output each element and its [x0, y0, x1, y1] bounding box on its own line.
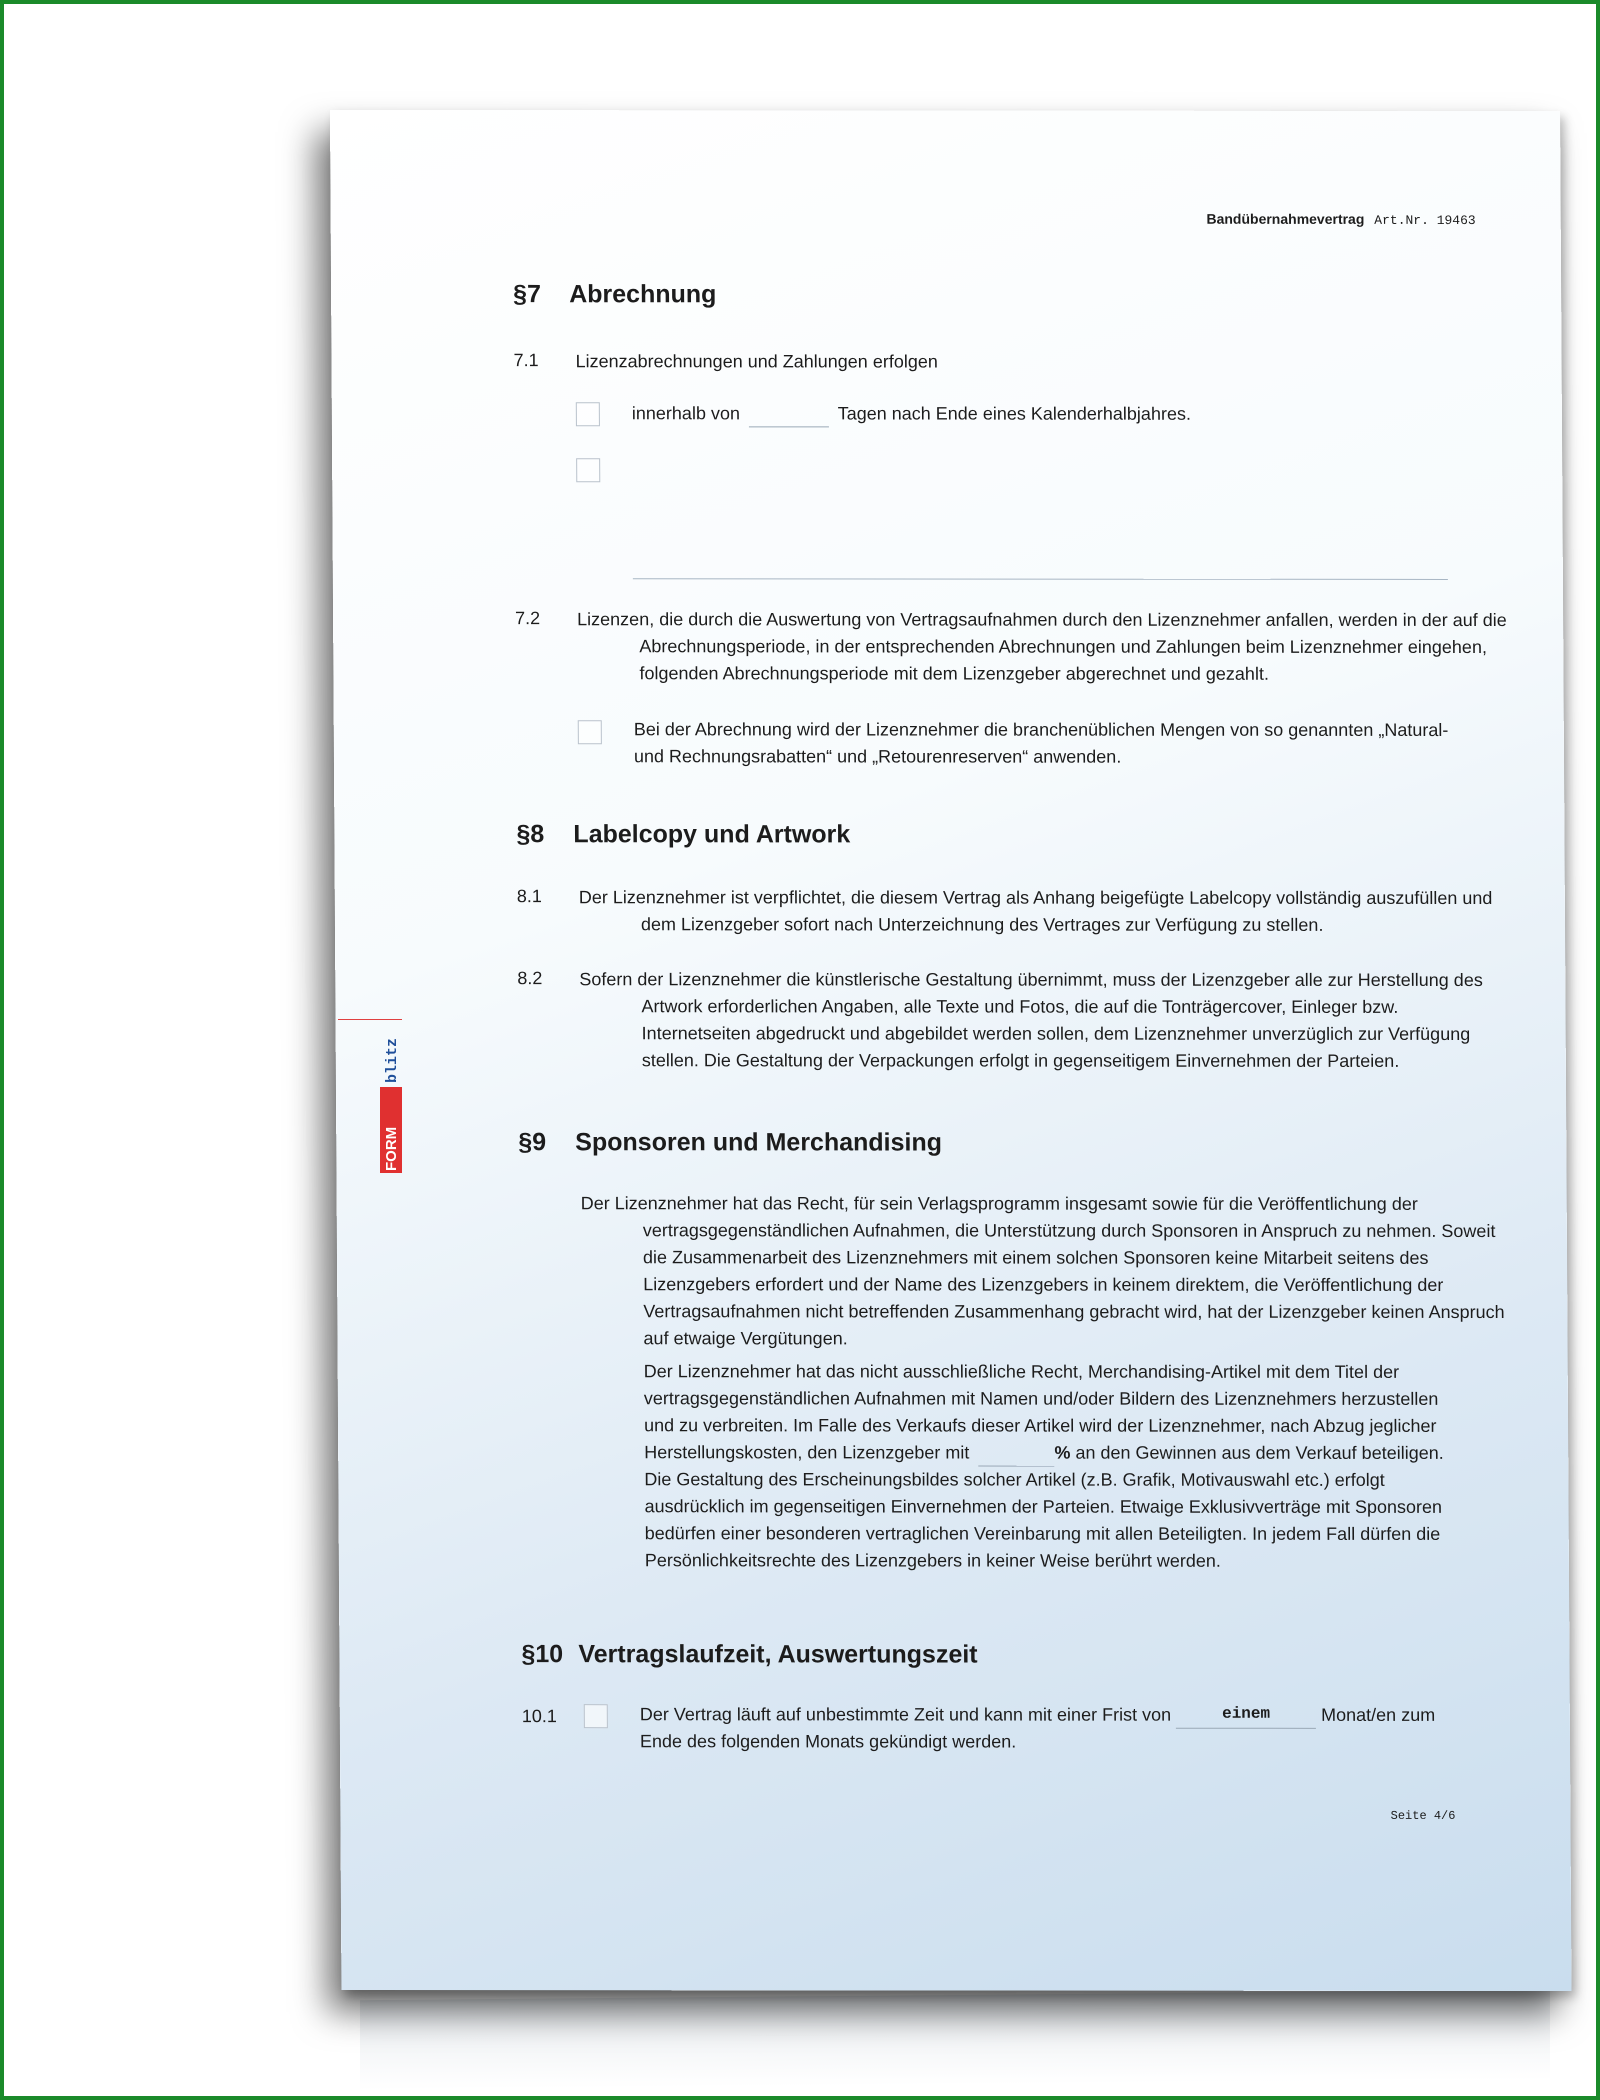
section-7-heading — [513, 280, 716, 309]
section-9-paragraph-2-after: an den Gewinnen aus dem Verkauf beteiligen. Die Gestaltung des Erscheinungsbildes solcher Artikel (z.B. Grafik, Motivauswahl etc.) erfolgt ausdrücklich im gegenseitigen Einvernehmen der Parteien. Etwaige Exklusivverträge mit Sponsoren bedürfen einer besonderen vertraglichen Vereinbarung mit allen Beteiligten. In jedem Fall dürfen die Persönlichkeitsrechte des Lizenzgebers in keiner Weise berührt werden. — [644, 1442, 1444, 1571]
section-9-number: §9 — [518, 1128, 547, 1157]
para-10-1-before: Der Vertrag läuft auf unbestimmte Zeit und kann mit einer Frist von — [639, 1704, 1172, 1725]
para-8-1-number: 8.1 — [516, 886, 542, 907]
section-8-number: §8 — [516, 820, 545, 849]
notice-period-input[interactable]: einem — [1176, 1701, 1316, 1729]
logo-blitz-text: blitz — [384, 1037, 401, 1083]
section-9-paragraph-2-before: Der Lizenznehmer hat das nicht ausschließliche Recht, Merchandising-Artikel mit dem Titel der vertragsgegenständlichen Aufnahmen mit Namen und/oder Bildern des Lizenznehmers herzustellen und zu verbreiten. Im Falle des Verkaufs dieser Artikel wird der Lizenznehmer, nach Abzug jeglicher Herstellungskosten, den Lizenzgeber mit — [643, 1361, 1439, 1463]
option-7-1-a-checkbox[interactable] — [576, 402, 600, 426]
section-10-title: Vertragslaufzeit, Auswertungszeit — [578, 1640, 978, 1669]
section-7-title: Abrechnung — [569, 280, 717, 309]
option-7-1-b-checkbox[interactable] — [576, 458, 600, 482]
option-7-2-checkbox[interactable] — [578, 720, 602, 744]
formblitz-logo — [380, 1025, 404, 1175]
document-header — [1206, 211, 1475, 228]
para-10-1-after: Monat/en zum Ende des folgenden Monats gekündigt werden. — [639, 1704, 1436, 1752]
para-7-2-number: 7.2 — [515, 608, 541, 629]
page-number: Seite 4/6 — [1390, 1808, 1456, 1823]
para-8-2-text: Sofern der Lizenznehmer die künstlerische Gestaltung übernimmt, muss der Lizenzgeber alle zur Herstellung des Artwork erforderlichen Angaben, alle Texte und Fotos, die auf die Tonträgercover, Einleger bzw. Internetseiten abgedruckt und abgebildet werden sollen, dem Lizenznehmer unverzüglich zur Verfügung stellen. Die Gestaltung der Verpackungen erfolgt in gegenseitigem Einvernehmen der Parteien. — [579, 969, 1483, 1071]
option-7-1-a-label-after: Tagen nach Ende eines Kalenderhalbjahres. — [837, 403, 1191, 424]
section-8-title: Labelcopy und Artwork — [573, 820, 851, 849]
section-9-paragraph-1: Der Lizenznehmer hat das Recht, für sein Verlagsprogramm insgesamt sowie für die Veröffentlichung der vertragsgegenständlichen Aufnahmen, die Unterstützung durch Sponsoren in Anspruch zu nehmen. Soweit die Zusammenarbeit des Lizenznehmers mit einem solchen Sponsoren keine Mitarbeit seitens des Lizenzgebers erfordert und der Name des Lizenzgebers in keinem direktem, die Veröffentlichung der Vertragsaufnahmen nicht betreffenden Zusammenhang gebracht wird, hat der Lizenzgeber keinen Anspruch auf etwaige Vergütungen. — [580, 1193, 1505, 1349]
option-7-1-b-input[interactable] — [633, 578, 1448, 580]
para-10-1-number: 10.1 — [521, 1706, 557, 1727]
percent-input[interactable] — [978, 1446, 1054, 1467]
header-article-number: Art.Nr. 19463 — [1374, 212, 1476, 228]
logo-form-text: FORM — [383, 1126, 400, 1171]
para-8-2-number: 8.2 — [517, 968, 543, 989]
document-page — [330, 110, 1572, 1991]
logo-accent-line — [338, 1019, 402, 1020]
option-7-1-a — [632, 400, 1191, 427]
section-10-number: §10 — [521, 1640, 564, 1669]
section-9-title: Sponsoren und Merchandising — [575, 1128, 943, 1157]
section-10-heading — [521, 1640, 977, 1669]
percent-sign: % — [1054, 1442, 1071, 1463]
para-10-1-text — [640, 1700, 1455, 1756]
section-9-paragraph-2 — [644, 1358, 1453, 1575]
para-7-2-text: Lizenzen, die durch die Auswertung von Vertragsaufnahmen durch den Lizenznehmer anfallen, werden in der auf die Abrechnungsperiode, in der entsprechenden Abrechnungen und Zahlungen beim Lizenznehmer eingehen, folgenden Abrechnungsperiode mit dem Lizenzgeber abgerechnet und gezahlt. — [577, 609, 1507, 684]
days-input[interactable] — [749, 404, 829, 427]
document-reflection — [360, 1990, 1550, 2090]
para-7-1-text: Lizenzabrechnungen und Zahlungen erfolgen — [575, 351, 938, 372]
option-7-2-text: Bei der Abrechnung wird der Lizenznehmer die branchenüblichen Mengen von so genannten „Natural- und Rechnungsrabatten“ und „Retourenreserven“ anwenden. — [633, 719, 1449, 767]
formblitz-logo-graphic — [380, 1025, 404, 1175]
section-9-heading — [518, 1128, 942, 1157]
option-7-1-a-label-before: innerhalb von — [631, 403, 741, 424]
section-8-heading — [516, 820, 850, 849]
header-title: Bandübernahmevertrag — [1206, 210, 1365, 227]
option-10-1-checkbox[interactable] — [584, 1704, 608, 1728]
section-7-number: §7 — [513, 280, 542, 309]
para-7-1-number: 7.1 — [513, 350, 539, 371]
para-8-1-text: Der Lizenznehmer ist verpflichtet, die diesem Vertrag als Anhang beigefügte Labelcopy vollständig auszufüllen und dem Lizenzgeber sofort nach Unterzeichnung des Vertrages zur Verfügung zu stellen. — [578, 887, 1493, 935]
